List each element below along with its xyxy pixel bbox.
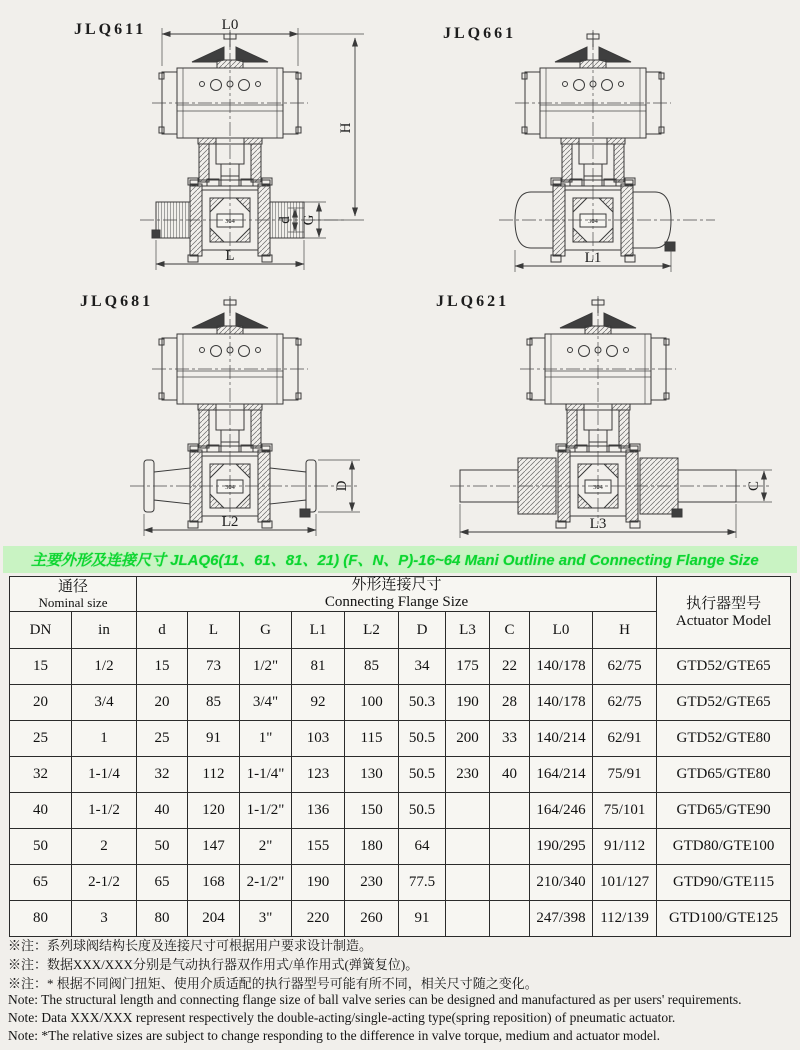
table-cell: 15 — [10, 649, 72, 685]
table-cell: 204 — [188, 901, 240, 937]
valve-marking: 304 — [593, 484, 603, 491]
table-cell: GTD52/GTE80 — [657, 721, 791, 757]
table-cell: 1-1/4" — [240, 757, 292, 793]
drawing-jlq661 — [415, 10, 785, 280]
dim-label-l1: L1 — [584, 250, 602, 266]
table-cell: 136 — [292, 793, 345, 829]
table-cell: 3/4" — [240, 685, 292, 721]
table-cell: 1" — [240, 721, 292, 757]
table-cell: 210/340 — [530, 865, 593, 901]
table-cell: 190 — [292, 865, 345, 901]
table-cell — [490, 793, 530, 829]
header-actuator-en: Actuator Model — [675, 612, 772, 629]
table-cell: 65 — [137, 865, 188, 901]
table-cell: 220 — [292, 901, 345, 937]
table-cell: 150 — [345, 793, 399, 829]
dim-label-d: d — [277, 216, 293, 224]
table-cell: 112/139 — [593, 901, 657, 937]
table-cell: 3/4 — [72, 685, 137, 721]
table-cell: 1-1/2 — [72, 793, 137, 829]
table-cell: GTD52/GTE65 — [657, 649, 791, 685]
header-actuator-cn: 执行器型号 — [686, 595, 762, 612]
table-cell: 92 — [292, 685, 345, 721]
table-cell: 1-1/2" — [240, 793, 292, 829]
dim-label-l3: L3 — [589, 516, 607, 532]
table-row — [10, 685, 791, 721]
table-cell: 40 — [10, 793, 72, 829]
notes-chinese — [8, 936, 538, 993]
table-cell: 28 — [490, 685, 530, 721]
table-cell: 2 — [72, 829, 137, 865]
table-cell: 32 — [137, 757, 188, 793]
table-cell: 40 — [137, 793, 188, 829]
table-cell: 77.5 — [399, 865, 446, 901]
dim-label-l2: L2 — [221, 514, 239, 530]
table-cell: 80 — [10, 901, 72, 937]
note-line: ※注：系列球阀结构长度及连接尺寸可根据用户要求设计制造。 — [8, 938, 373, 953]
table-cell: 120 — [188, 793, 240, 829]
table-cell — [446, 901, 490, 937]
table-cell: 50 — [10, 829, 72, 865]
col-l1: L1 — [292, 612, 345, 649]
dim-label-dd: D — [334, 480, 350, 492]
table-cell: 32 — [10, 757, 72, 793]
table-cell: 155 — [292, 829, 345, 865]
table-row — [10, 649, 791, 685]
table-cell: 50 — [137, 829, 188, 865]
table-cell: 91/112 — [593, 829, 657, 865]
table-cell: 62/91 — [593, 721, 657, 757]
table-cell: GTD52/GTE65 — [657, 685, 791, 721]
col-l3: L3 — [446, 612, 490, 649]
note-line: Note: *The relative sizes are subject to change responding to the difference in valve torque, medium and actuator model. — [8, 1028, 661, 1043]
col-g: G — [240, 612, 292, 649]
table-cell: 75/101 — [593, 793, 657, 829]
drawing-jlq681 — [52, 276, 412, 542]
note-line: Note: Data XXX/XXX represent respectively the double-acting/single-acting type(spring reposition) of pneumatic actuator. — [8, 1010, 676, 1025]
table-row — [10, 793, 791, 829]
table-cell: 3 — [72, 901, 137, 937]
table-cell: 260 — [345, 901, 399, 937]
table-cell: 22 — [490, 649, 530, 685]
table-cell: 115 — [345, 721, 399, 757]
header-actuator-model — [657, 577, 791, 649]
col-c: C — [490, 612, 530, 649]
notes-english — [8, 991, 742, 1045]
table-cell: GTD90/GTE115 — [657, 865, 791, 901]
section-title-text: 主要外形及连接尺寸 JLAQ6(11、61、81、21) (F、N、P)-16~64 Mani Outline and Connecting Flange Size — [31, 552, 759, 569]
table-row — [10, 757, 791, 793]
table-row — [10, 721, 791, 757]
table-cell: 1/2" — [240, 649, 292, 685]
table-body — [10, 649, 791, 937]
col-l0: L0 — [530, 612, 593, 649]
table-cell: 175 — [446, 649, 490, 685]
table-cell: 15 — [137, 649, 188, 685]
table-cell: 25 — [137, 721, 188, 757]
table-cell: 50.5 — [399, 757, 446, 793]
table-cell: 164/246 — [530, 793, 593, 829]
header-nominal-cn: 通径 — [57, 578, 88, 595]
table-cell: 62/75 — [593, 685, 657, 721]
drawing-model-label: JLQ621 — [436, 293, 510, 310]
table-cell: 91 — [188, 721, 240, 757]
table-cell: 103 — [292, 721, 345, 757]
table-cell: 50.5 — [399, 793, 446, 829]
table-cell: 25 — [10, 721, 72, 757]
table-cell: 230 — [446, 757, 490, 793]
table-header-row-groups — [10, 577, 791, 612]
table-cell: 123 — [292, 757, 345, 793]
table-cell: 75/91 — [593, 757, 657, 793]
col-dd: D — [399, 612, 446, 649]
table-cell: 85 — [188, 685, 240, 721]
table-cell: 33 — [490, 721, 530, 757]
table-row — [10, 865, 791, 901]
table-cell: 34 — [399, 649, 446, 685]
table-cell: 140/178 — [530, 649, 593, 685]
table-cell: 2" — [240, 829, 292, 865]
table-cell: 20 — [10, 685, 72, 721]
col-d: d — [137, 612, 188, 649]
table-cell: 65 — [10, 865, 72, 901]
table-cell: 190 — [446, 685, 490, 721]
table-cell: 62/75 — [593, 649, 657, 685]
table-cell: 140/214 — [530, 721, 593, 757]
table-cell — [446, 793, 490, 829]
section-title-bar — [3, 546, 797, 573]
table-cell: 164/214 — [530, 757, 593, 793]
header-nominal-size — [10, 577, 137, 612]
table-cell: 3" — [240, 901, 292, 937]
table-cell: 64 — [399, 829, 446, 865]
table-cell: 73 — [188, 649, 240, 685]
table-cell: 190/295 — [530, 829, 593, 865]
drawing-model-label: JLQ681 — [80, 293, 154, 310]
drawing-jlq611 — [52, 10, 412, 280]
dim-label-l: L — [225, 248, 235, 264]
note-line: Note: The structural length and connecting flange size of ball valve series can be designed and manufactured as per users' requirements. — [8, 992, 742, 1007]
col-in: in — [72, 612, 137, 649]
table-cell: 91 — [399, 901, 446, 937]
table-cell: 100 — [345, 685, 399, 721]
drawing-model-label: JLQ611 — [74, 21, 147, 38]
note-line: ※注：数据XXX/XXX分别是气动执行器双作用式/单作用式(弹簧复位)。 — [8, 957, 419, 972]
dimension-table — [9, 576, 791, 937]
header-connecting-en: Connecting Flange Size — [324, 594, 469, 610]
table-cell: 80 — [137, 901, 188, 937]
table-cell — [490, 865, 530, 901]
table-cell: 81 — [292, 649, 345, 685]
table-cell: 200 — [446, 721, 490, 757]
table-cell: 1/2 — [72, 649, 137, 685]
header-nominal-en: Nominal size — [38, 594, 108, 610]
dim-label-h: H — [338, 122, 354, 134]
table-cell: 85 — [345, 649, 399, 685]
col-h: H — [593, 612, 657, 649]
table-cell — [446, 865, 490, 901]
table-row — [10, 829, 791, 865]
table-cell: GTD65/GTE80 — [657, 757, 791, 793]
table-cell: 1 — [72, 721, 137, 757]
table-cell: GTD80/GTE100 — [657, 829, 791, 865]
col-l: L — [188, 612, 240, 649]
header-connecting-cn: 外形连接尺寸 — [351, 577, 442, 593]
table-cell: GTD100/GTE125 — [657, 901, 791, 937]
table-cell: 50.3 — [399, 685, 446, 721]
table-cell: 50.5 — [399, 721, 446, 757]
table-cell: 101/127 — [593, 865, 657, 901]
table-cell: 147 — [188, 829, 240, 865]
table-cell: 20 — [137, 685, 188, 721]
table-cell: 168 — [188, 865, 240, 901]
table-cell: 140/178 — [530, 685, 593, 721]
valve-marking: 304 — [588, 218, 598, 225]
header-connecting-size — [137, 577, 657, 612]
table-cell — [490, 829, 530, 865]
col-l2: L2 — [345, 612, 399, 649]
table-row — [10, 901, 791, 937]
dim-label-g: G — [301, 214, 317, 226]
note-line: ※注：* 根据不同阀门扭矩、使用介质适配的执行器型号可能有所不同，相关尺寸随之变化。 — [8, 976, 538, 991]
table-cell: 2-1/2" — [240, 865, 292, 901]
table-cell: 112 — [188, 757, 240, 793]
dim-label-l0: L0 — [221, 17, 239, 33]
table-cell: 180 — [345, 829, 399, 865]
table-cell: 247/398 — [530, 901, 593, 937]
table-cell: 1-1/4 — [72, 757, 137, 793]
table-cell — [490, 901, 530, 937]
table-cell — [446, 829, 490, 865]
table-cell: 130 — [345, 757, 399, 793]
drawing-jlq621 — [412, 276, 792, 542]
dim-label-c: C — [746, 480, 762, 492]
table-cell: 40 — [490, 757, 530, 793]
drawing-model-label: JLQ661 — [443, 25, 517, 42]
valve-marking: 304 — [225, 484, 235, 491]
table-cell: GTD65/GTE90 — [657, 793, 791, 829]
valve-marking: 304 — [225, 218, 235, 225]
col-dn: DN — [10, 612, 72, 649]
table-cell: 2-1/2 — [72, 865, 137, 901]
table-cell: 230 — [345, 865, 399, 901]
